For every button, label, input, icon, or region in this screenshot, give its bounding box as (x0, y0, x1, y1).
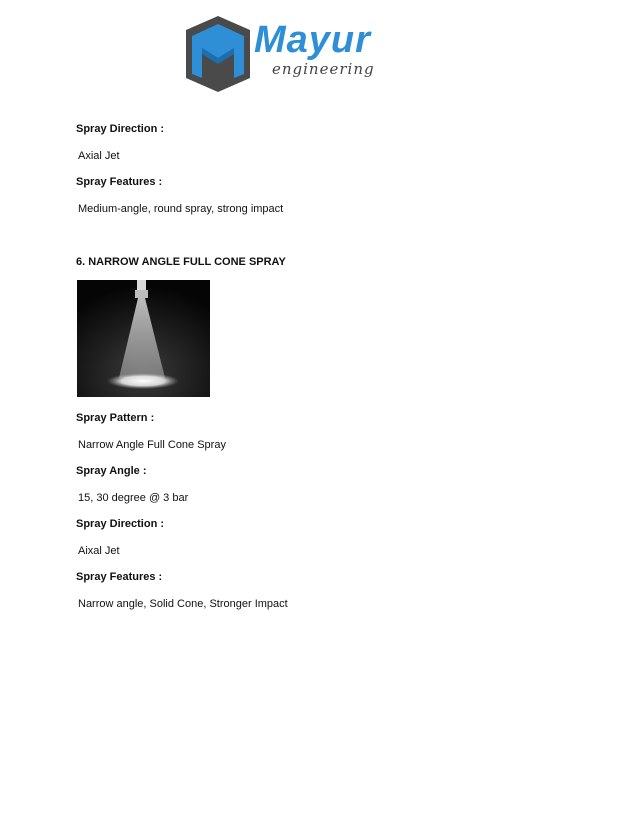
spray-pattern-value: Narrow Angle Full Cone Spray (78, 439, 226, 451)
narrow-angle-full-cone-spray-photo (77, 280, 210, 397)
spray-direction-value: Axial Jet (78, 150, 120, 162)
spray-pattern-label: Spray Pattern : (76, 412, 155, 424)
spray-direction-value-2: Aixal Jet (78, 545, 120, 557)
brand-name: Mayur (254, 19, 371, 61)
company-logo (178, 14, 394, 94)
brand-subtitle: engineering (272, 60, 375, 78)
spray-features-value-2: Narrow angle, Solid Cone, Stronger Impact (78, 598, 288, 610)
spray-direction-label-2: Spray Direction : (76, 518, 165, 530)
spray-features-label-2: Spray Features : (76, 571, 163, 583)
section-heading: 6. NARROW ANGLE FULL CONE SPRAY (76, 256, 286, 268)
spray-features-label: Spray Features : (76, 176, 163, 188)
spray-angle-value: 15, 30 degree @ 3 bar (78, 492, 189, 504)
spray-direction-label: Spray Direction : (76, 123, 165, 135)
spray-features-value: Medium-angle, round spray, strong impact (78, 203, 284, 215)
mayur-m-logo-icon (178, 14, 258, 94)
spray-angle-label: Spray Angle : (76, 465, 147, 477)
